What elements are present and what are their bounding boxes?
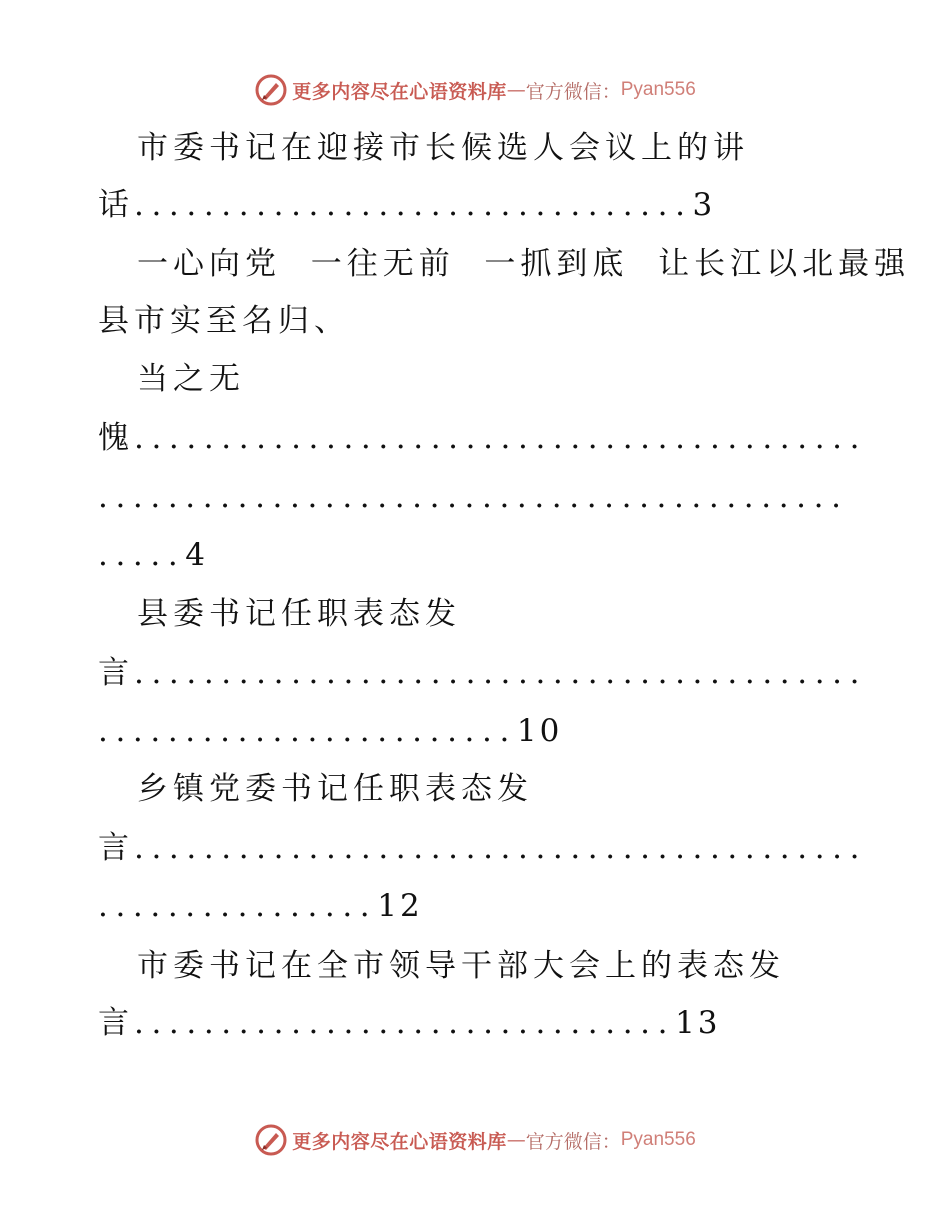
toc-entry-4-leader[interactable] (0, 826, 950, 870)
toc-entry-2-leader[interactable] (0, 533, 950, 577)
toc-title-text: 当之无 (137, 361, 245, 397)
toc-page-number: 13 (675, 1005, 721, 1041)
toc-title-text: 市委书记在迎接市长候选人会议上的讲 (137, 130, 749, 166)
toc-dot-leader: ..... (98, 537, 186, 573)
toc-entry-4-title[interactable] (0, 767, 950, 811)
watermark-separator: — (506, 79, 526, 101)
toc-entry-2-title-cont[interactable] (0, 299, 950, 343)
toc-title-end: 言 (98, 1005, 134, 1041)
toc-entry-2-title-cont[interactable] (0, 357, 950, 401)
toc-dot-leader: .......................................... (134, 420, 868, 456)
toc-page-number: 12 (377, 888, 423, 924)
footer-watermark (0, 1122, 950, 1158)
toc-title-text: 一心向党 一往无前 一抓到底 让长江以北最强 (137, 246, 911, 282)
toc-dot-leader: ................................ (134, 187, 693, 223)
toc-entry-2-title[interactable] (0, 242, 950, 286)
watermark-brand: 更多内容尽在心语资料库 (292, 80, 507, 103)
toc-page-number: 4 (185, 537, 209, 573)
watermark-wechat-id: Pyan556 (620, 79, 696, 100)
toc-title-end: 愧 (98, 420, 134, 456)
toc-title-text: 县委书记任职表态发 (137, 596, 461, 632)
toc-page-number: 10 (516, 713, 563, 749)
toc-title-text: 市委书记在全市领导干部大会上的表态发 (137, 948, 785, 984)
toc-entry-1-title[interactable] (0, 126, 950, 170)
watermark-label: 官方微信： (525, 1130, 621, 1153)
toc-title-end: 言 (98, 830, 134, 866)
toc-entry-3-leader[interactable] (0, 709, 950, 753)
toc-dot-leader: .......................................... (134, 655, 868, 691)
watermark-brand: 更多内容尽在心语资料库 (292, 1130, 507, 1153)
toc-dot-leader: .......................................... (134, 830, 868, 866)
toc-page-number: 3 (692, 187, 716, 223)
toc-entry-3-leader[interactable] (0, 651, 950, 695)
watermark-label: 官方微信： (525, 80, 621, 103)
toc-entry-4-leader[interactable] (0, 884, 950, 928)
toc-title-end: 言 (98, 655, 134, 691)
toc-title-text: 县市实至名归、 (98, 303, 350, 339)
toc-entry-3-title[interactable] (0, 592, 950, 636)
toc-dot-leader: ................ (98, 888, 378, 924)
toc-entry-5-leader[interactable] (0, 1001, 950, 1045)
toc-dot-leader: ........................ (98, 713, 517, 749)
watermark-wechat-id: Pyan556 (620, 1129, 696, 1150)
watermark-separator: — (506, 1129, 526, 1151)
toc-title-text: 乡镇党委书记任职表态发 (137, 771, 533, 807)
toc-title-end: 话 (98, 187, 134, 223)
pen-logo-icon (254, 1123, 288, 1157)
pen-logo-icon (254, 73, 288, 107)
toc-entry-2-leader[interactable] (0, 475, 950, 519)
toc-dot-leader: ............................... (134, 1005, 676, 1041)
toc-entry-1-leader[interactable] (0, 183, 950, 227)
toc-entry-5-title[interactable] (0, 944, 950, 988)
header-watermark (0, 72, 950, 108)
toc-entry-2-leader[interactable] (0, 416, 950, 460)
toc-dot-leader: ........................................... (98, 479, 849, 515)
